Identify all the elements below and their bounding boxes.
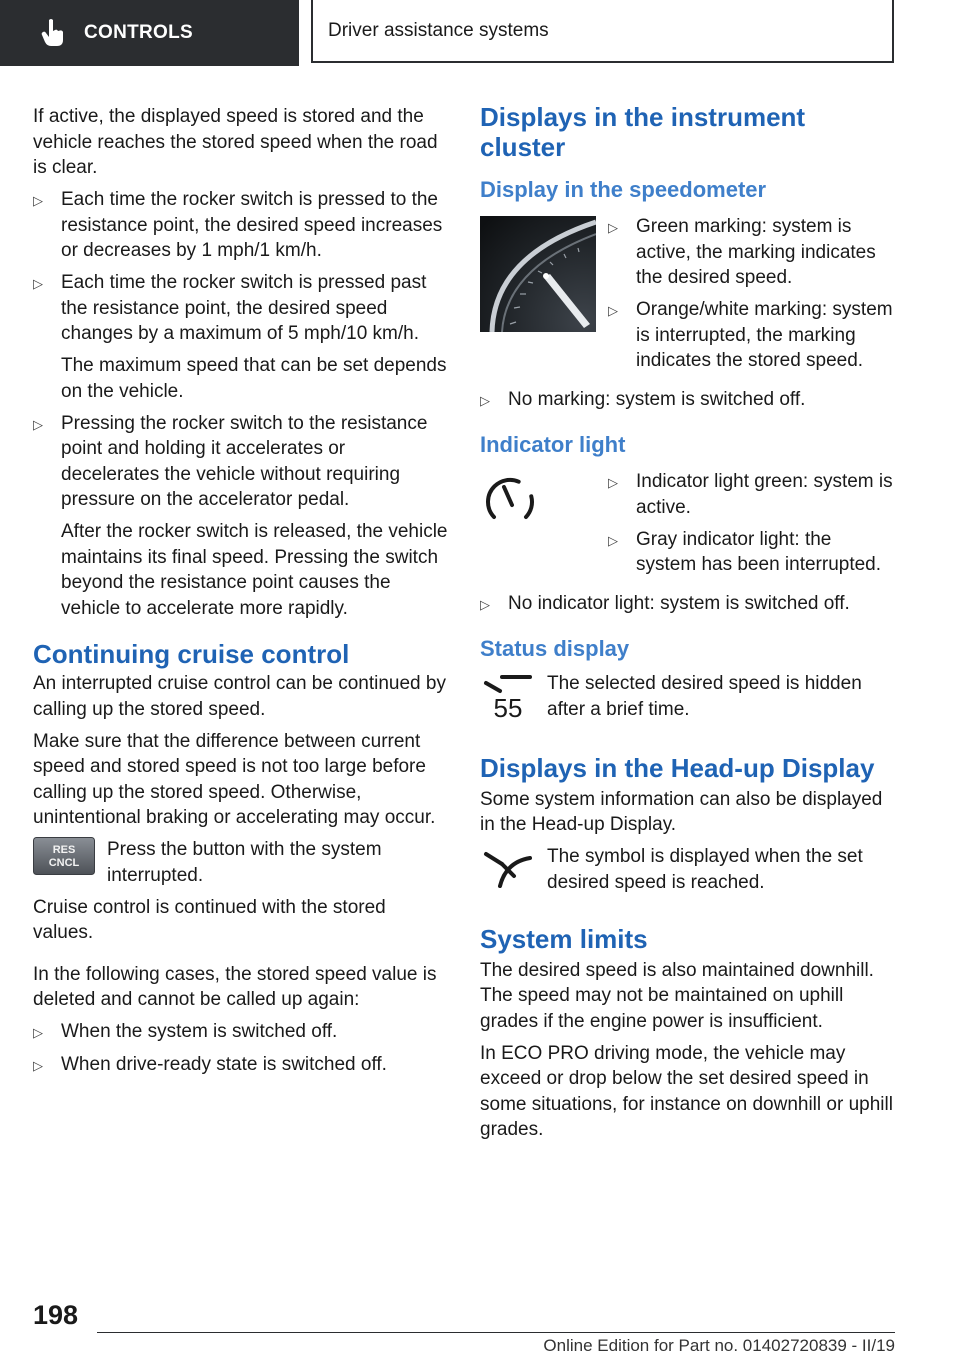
chapter-tab xyxy=(311,0,894,63)
list-item-text: Each time the rocker switch is pressed past the resistance point, the desired speed changes by a maximum of 5 mph/10 km/h. xyxy=(61,272,427,344)
page-header xyxy=(0,0,960,66)
button-label-line2: CNCL xyxy=(48,857,80,869)
speedometer-image xyxy=(480,216,608,340)
paragraph: Cruise control is continued with the stored values. xyxy=(33,896,386,943)
section-tab xyxy=(0,0,299,66)
list-item xyxy=(480,387,895,414)
paragraph: Make sure that the difference between current speed and stored speed is not too large before calling up the stored speed. Otherwise, unintentional braking or accelerating may occur. xyxy=(33,730,436,828)
hud-symbol-text: The symbol is displayed when the set desired speed is reached. xyxy=(547,846,863,893)
right-column xyxy=(480,102,895,1149)
list-item xyxy=(480,591,895,618)
bullet-triangle-icon: ▷ xyxy=(608,303,618,318)
section-label: CONTROLS xyxy=(84,22,194,43)
status-number: 55 xyxy=(493,693,523,723)
section-heading: Displays in the Head-up Display xyxy=(480,752,875,783)
list-item-text: Indicator light green: system is active. xyxy=(636,471,893,518)
list-item xyxy=(33,1019,448,1046)
bullet-triangle-icon: ▷ xyxy=(608,220,618,235)
hud-symbol-icon xyxy=(480,844,547,902)
button-instruction xyxy=(33,837,448,888)
button-instruction-text: Press the button with the system interrupted. xyxy=(107,839,382,886)
paragraph: In the following cases, the stored speed value is deleted and cannot be called up again: xyxy=(33,963,437,1010)
subsection-heading: Indicator light xyxy=(480,432,626,457)
hud-row xyxy=(480,844,895,902)
button-label-line1: RES xyxy=(52,844,76,856)
section-heading: Displays in the instrument cluster xyxy=(480,102,806,162)
section-heading: Continuing cruise control xyxy=(33,639,350,669)
paragraph: If active, the displayed speed is stored and the vehicle reaches the stored speed when the road is clear. xyxy=(33,106,438,178)
indicator-row xyxy=(480,469,895,584)
list-item-text: No indicator light: system is switched off. xyxy=(508,592,850,614)
cruise-indicator-icon xyxy=(480,469,608,533)
status-display-icon xyxy=(480,671,547,731)
list-item xyxy=(33,270,448,347)
bullet-triangle-icon: ▷ xyxy=(608,532,618,548)
list-item-note: The maximum speed that can be set depends on the vehicle. xyxy=(61,355,447,402)
paragraph: Some system information can also be displayed in the Head-up Display. xyxy=(480,788,883,835)
bullet-triangle-icon: ▷ xyxy=(33,193,43,208)
list-item xyxy=(608,297,895,374)
paragraph: The desired speed is also maintained downhill. The speed may not be maintained on uphill grades if the engine power is insufficient. xyxy=(480,959,874,1032)
left-column xyxy=(33,104,448,1085)
list-item-note: After the rocker switch is released, the vehicle maintains its final speed. Pressing the switch beyond the resistance point causes the vehicle to accelerate more rapidly. xyxy=(61,521,448,619)
bullet-triangle-icon: ▷ xyxy=(33,416,43,432)
list-item-text: Orange/white marking: system is interrupted, the marking indicates the stored speed. xyxy=(636,299,893,371)
list-item-text: No marking: system is switched off. xyxy=(508,388,806,410)
status-text: The selected desired speed is hidden after a brief time. xyxy=(547,673,862,720)
edition-text: Online Edition for Part no. 01402720839 - II/19 xyxy=(543,1336,895,1355)
list-item xyxy=(608,527,895,578)
list-item xyxy=(33,187,448,264)
status-row xyxy=(480,671,895,731)
list-item-text: Green marking: system is active, the marking indicates the desired speed. xyxy=(636,216,876,288)
subsection-heading: Status display xyxy=(480,636,630,661)
bullet-triangle-icon: ▷ xyxy=(33,1025,43,1040)
bullet-triangle-icon: ▷ xyxy=(480,392,490,408)
list-item xyxy=(608,469,895,520)
chapter-label: Driver assistance systems xyxy=(328,19,549,41)
list-item xyxy=(608,214,895,291)
bullet-triangle-icon: ▷ xyxy=(33,1058,43,1073)
bullet-triangle-icon: ▷ xyxy=(480,596,490,612)
paragraph: In ECO PRO driving mode, the vehicle may exceed or drop below the set desired speed in some situations, for instance on downhill or uphill grades. xyxy=(480,1042,893,1140)
bullet-triangle-icon: ▷ xyxy=(608,475,618,490)
list-item-text: Pressing the rocker switch to the resistance point and holding it accelerates or decelerates the vehicle without requiring pressure on the accelerator pedal. xyxy=(61,412,428,510)
bullet-triangle-icon: ▷ xyxy=(33,276,43,291)
section-heading: System limits xyxy=(480,923,648,954)
list-item xyxy=(33,1052,448,1079)
paragraph: An interrupted cruise control can be continued by calling up the stored speed. xyxy=(33,673,446,720)
page-number: 198 xyxy=(33,1300,79,1330)
list-item-text: Each time the rocker switch is pressed to the resistance point, the desired speed increases or decreases by 1 mph/1 km/h. xyxy=(61,189,443,261)
list-item-text: When the system is switched off. xyxy=(61,1021,338,1042)
list-item-text: When drive-ready state is switched off. xyxy=(61,1054,387,1075)
speedometer-row xyxy=(480,214,895,380)
list-item-text: Gray indicator light: the system has been interrupted. xyxy=(636,528,882,575)
list-item xyxy=(33,411,448,513)
res-cncl-button-icon xyxy=(33,837,107,883)
subsection-heading: Display in the speedometer xyxy=(480,177,767,202)
footer-divider xyxy=(97,1332,895,1333)
hand-pointer-icon xyxy=(40,18,66,48)
